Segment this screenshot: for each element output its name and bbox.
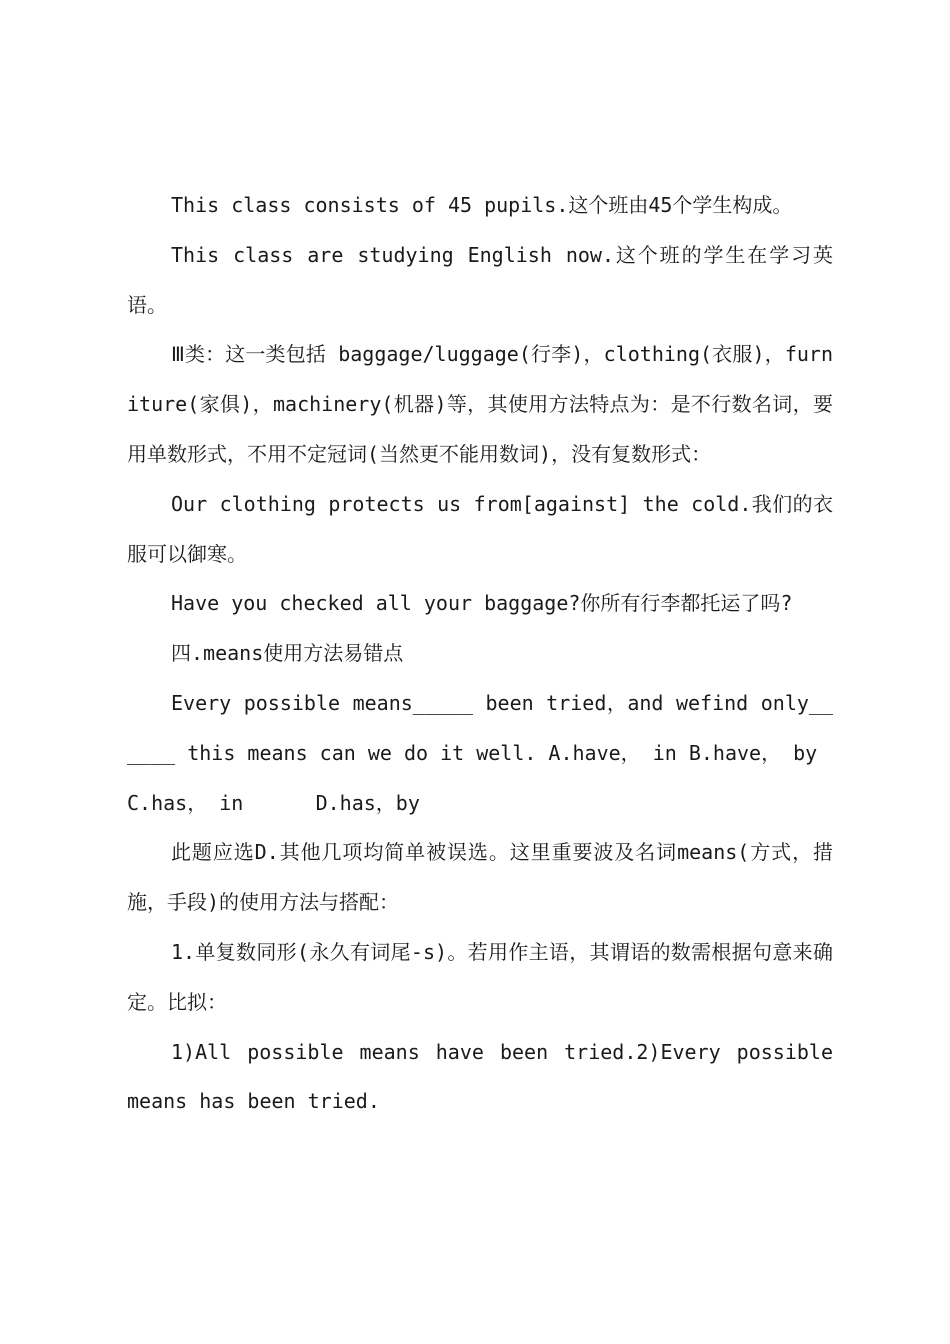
question-options: C.has， in D.has，by	[127, 790, 420, 815]
paragraph-rule-examples: 1)All possible means have been tried.2)Every possible means has been tried.	[127, 1039, 833, 1114]
question-means: Every possible means_____ been tried，and wefind only______ this means can we do it well. A.have， in B.have， by	[127, 690, 833, 765]
paragraph-baggage-example: Have you checked all your baggage?你所有行李都托运了吗?	[171, 591, 793, 616]
paragraph-rule-one: 1.单复数同形(永久有词尾-s)。若用作主语，其谓语的数需根据句意来确定。比拟：	[127, 939, 833, 1014]
paragraph-clothing-example: Our clothing protects us from[against] the cold.我们的衣服可以御寒。	[127, 491, 833, 566]
paragraph-class-consists: This class consists of 45 pupils.这个班由45个学生构成。	[171, 193, 793, 217]
section-heading-means: 四.means使用方法易错点	[171, 641, 404, 666]
document-body	[127, 181, 833, 1127]
paragraph-class-studying: This class are studying English now.这个班的学生在学习英语。	[127, 242, 833, 317]
paragraph-category-three: Ⅲ类：这一类包括 baggage/luggage(行李)，clothing(衣服)，furniture(家俱)，machinery(机器)等，其使用方法特点为：是不行数名词，要用单数形式，不用不定冠词(当然更不能用数词)，没有复数形式：	[127, 342, 833, 466]
paragraph-answer-explanation: 此题应选D.其他几项均简单被误选。这里重要波及名词means(方式，措施，手段)的使用方法与搭配：	[127, 840, 833, 915]
